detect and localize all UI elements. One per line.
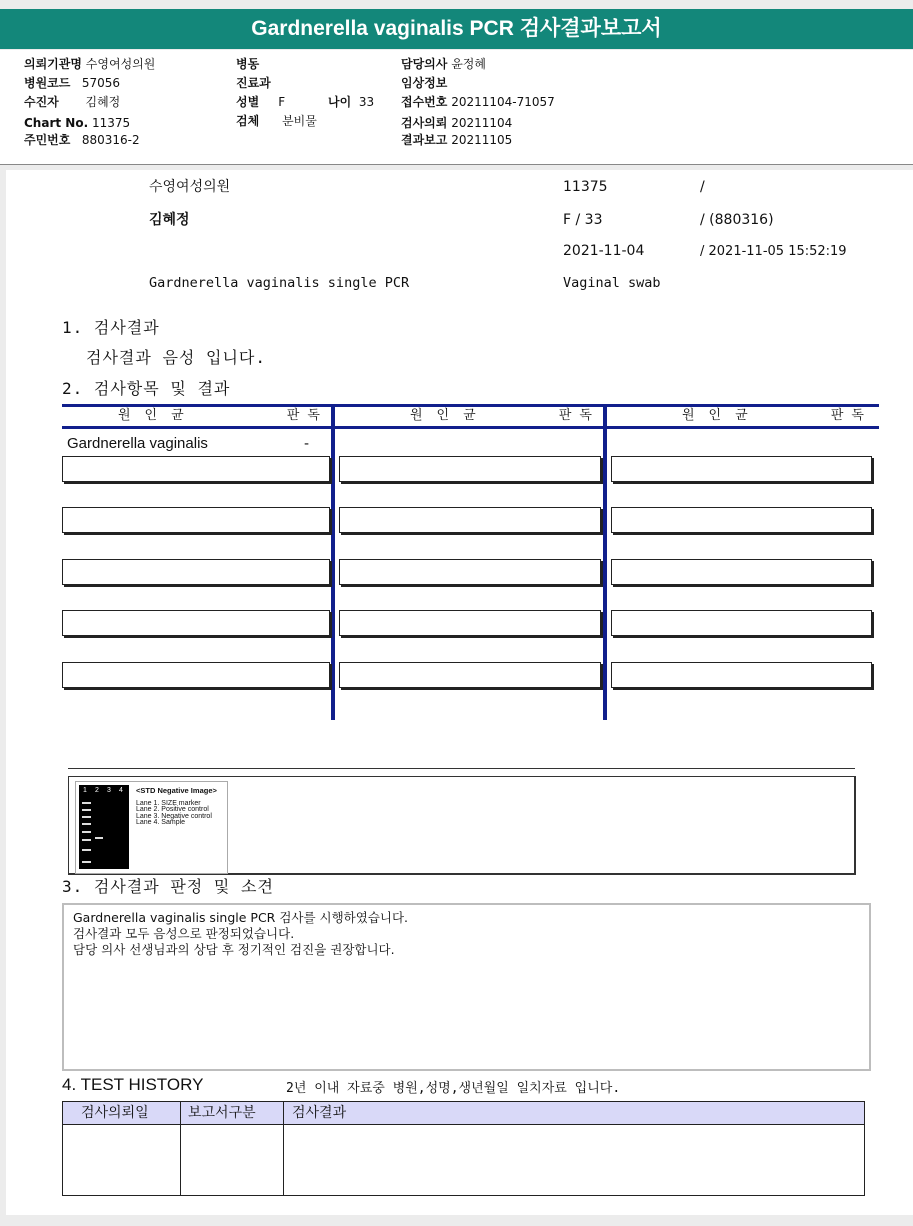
result-box [339, 456, 601, 482]
column-header-3 [682, 407, 872, 425]
result-box [611, 456, 872, 482]
sex-value: F [278, 95, 286, 109]
receipt-label: 접수번호 [401, 95, 448, 109]
summary-slash: / [700, 179, 705, 195]
gel-image [75, 781, 228, 874]
col3-result: 판독 [830, 408, 872, 423]
clinical-field [401, 75, 447, 91]
specimen-label: 검체 [236, 114, 260, 128]
remark-line: 담당 의사 선생님과의 상담 후 정기적인 검진을 권장합니다. [73, 942, 395, 957]
clinical-label: 임상정보 [401, 76, 448, 90]
result-box [62, 662, 330, 688]
item-result: - [304, 436, 310, 452]
section2-heading: 2. 검사항목 및 결과 [62, 379, 231, 398]
summary-specimen: Vaginal swab [563, 275, 661, 291]
history-col-result: 검사결과 [292, 1105, 347, 1121]
patient-field [24, 94, 120, 110]
gel-legend-item: Lane 1. SIZE marker [136, 799, 201, 807]
section4-note: 2년 이내 자료중 병원,성명,생년월일 일치자료 입니다. [286, 1081, 621, 1096]
result-box [611, 507, 872, 533]
result-box [62, 456, 330, 482]
dept-label: 진료과 [236, 76, 271, 90]
column-divider-2 [603, 404, 607, 720]
hospital-field [24, 56, 155, 72]
gel-legend-item: Lane 3. Negative control [136, 812, 212, 820]
id-value: 880316-2 [81, 133, 140, 147]
doctor-label: 담당의사 [401, 57, 448, 71]
report-label: 결과보고 [401, 133, 448, 147]
section1-heading: 1. 검사결과 [62, 318, 160, 337]
id-field [24, 132, 140, 148]
section1-text: 검사결과 음성 입니다. [86, 348, 267, 367]
gel-title: <STD Negative Image> [136, 786, 217, 795]
col1-result: 판독 [286, 408, 328, 423]
gel-photo [79, 785, 129, 869]
report-field [401, 132, 512, 148]
result-box [62, 559, 330, 585]
age-value: 33 [358, 95, 375, 109]
hospital-value: 수영여성의원 [85, 57, 156, 71]
remark-line: 검사결과 모두 음성으로 판정되었습니다. [73, 926, 295, 941]
age-field [328, 94, 374, 110]
history-table [62, 1101, 865, 1196]
result-box [62, 610, 330, 636]
chart-field [24, 115, 130, 131]
id-label: 주민번호 [24, 133, 71, 147]
dept-field [236, 75, 271, 91]
result-box [339, 662, 601, 688]
col3-organism: 원인균 [682, 408, 762, 423]
ward-field [236, 56, 259, 72]
history-col-report-type: 보고서구분 [188, 1105, 256, 1121]
item-name: Gardnerella vaginalis [67, 435, 208, 452]
chart-value: 11375 [91, 116, 131, 130]
receipt-field [401, 94, 555, 110]
report-value: 20211105 [451, 133, 513, 147]
gel-band [82, 849, 91, 851]
summary-test-name: Gardnerella vaginalis single PCR [149, 275, 410, 291]
result-box [62, 507, 330, 533]
table-header-line [62, 426, 879, 429]
gel-band [82, 823, 91, 825]
doctor-value: 윤정혜 [451, 57, 486, 71]
lane-number: 2 [95, 787, 99, 794]
result-box [339, 507, 601, 533]
column-divider-1 [331, 404, 335, 720]
request-label: 검사의뢰 [401, 116, 448, 130]
receipt-value: 20211104-71057 [451, 95, 555, 109]
gel-band [82, 809, 91, 811]
specimen-value: 분비물 [282, 114, 317, 128]
summary-chart: 11375 [563, 179, 608, 195]
sex-field [236, 94, 285, 110]
gel-band [82, 831, 91, 833]
ward-label: 병동 [236, 57, 260, 71]
section3-heading: 3. 검사결과 판정 및 소견 [62, 877, 274, 896]
result-box [611, 662, 872, 688]
request-field [401, 115, 512, 131]
column-header-1 [118, 407, 328, 425]
gel-legend-item: Lane 2. Positive control [136, 806, 209, 813]
gel-band [95, 837, 103, 839]
specimen-field [236, 113, 317, 129]
history-header [63, 1102, 864, 1125]
code-label: 병원코드 [24, 76, 71, 90]
history-sep [180, 1102, 181, 1195]
history-sep [283, 1102, 284, 1195]
col2-organism: 원인균 [410, 408, 490, 423]
header-info [0, 50, 913, 165]
result-box [611, 559, 872, 585]
summary-sex-age: F / 33 [563, 212, 603, 228]
code-value: 57056 [81, 76, 121, 90]
col1-organism: 원인균 [118, 408, 198, 423]
gel-band [82, 802, 91, 804]
result-box [611, 610, 872, 636]
result-box [339, 559, 601, 585]
report-title: Gardnerella vaginalis PCR 검사결과보고서 [0, 9, 913, 49]
gel-band [82, 839, 91, 841]
remark-box [62, 903, 871, 1071]
gel-band [82, 816, 91, 818]
gel-legend-item: Lane 4. Sample [136, 819, 186, 826]
lane-number: 4 [119, 787, 123, 794]
col2-result: 판독 [558, 408, 600, 423]
section4-heading: 4. TEST HISTORY [62, 1075, 204, 1094]
result-box [339, 610, 601, 636]
summary-request-date: 2021-11-04 [563, 243, 645, 259]
hospital-label: 의뢰기관명 [24, 57, 82, 71]
history-col-request-date: 검사의뢰일 [81, 1105, 149, 1121]
summary-hospital: 수영여성의원 [149, 179, 231, 195]
remark-line: Gardnerella vaginalis single PCR 검사를 시행하였습니다. [73, 910, 409, 925]
divider-line [68, 768, 855, 769]
patient-label: 수진자 [24, 95, 59, 109]
summary-birth: / (880316) [700, 212, 774, 228]
patient-value: 김혜정 [85, 95, 121, 109]
sex-label: 성별 [236, 95, 260, 109]
code-field [24, 75, 120, 91]
request-value: 20211104 [451, 116, 513, 130]
summary-report-datetime: / 2021-11-05 15:52:19 [700, 244, 847, 259]
doctor-field [401, 56, 486, 72]
gel-legend [136, 788, 217, 827]
column-header-2 [410, 407, 600, 425]
summary-name: 김혜정 [149, 212, 190, 228]
age-label: 나이 [328, 95, 352, 109]
lane-number: 1 [83, 787, 87, 794]
lane-number: 3 [107, 787, 111, 794]
gel-band [82, 861, 91, 863]
chart-label: Chart No. [24, 116, 89, 130]
